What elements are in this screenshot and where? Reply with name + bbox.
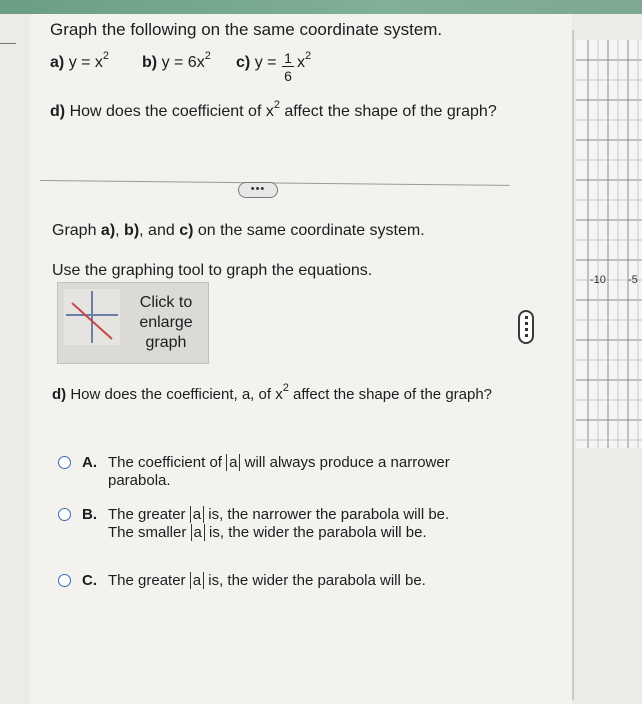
expand-more-button[interactable]: ••• — [238, 182, 278, 198]
equations-row: a) $y = x^2$ b) $y = 6x^2$ c) y = 1 6 $x^2$ — [50, 50, 312, 84]
option-b[interactable]: B. The greater a is, the narrower the parabola will be. The smaller a is, the wider the parabola will be. — [58, 506, 478, 562]
equation-a: a) $y = x^2$ — [50, 50, 110, 71]
question-d: d) How does the coefficient of $x^2$ affect the shape of the graph? — [50, 99, 497, 120]
graph-thumbnail-icon — [64, 289, 120, 345]
enlarge-graph-button[interactable] — [57, 282, 209, 364]
instruction-line-1: Graph a), b), and c) on the same coordinate system. — [52, 222, 425, 239]
option-c-radio[interactable] — [58, 574, 71, 587]
part-d-question: d) How does the coefficient, a, of $x^2$ affect the shape of the graph? — [52, 382, 493, 403]
side-graph-grid[interactable] — [576, 40, 642, 448]
side-graph-tick-label-2: -5 — [628, 274, 638, 286]
panel-divider — [572, 30, 574, 700]
side-graph-tick-label: -10 — [590, 274, 606, 286]
option-b-radio[interactable] — [58, 508, 71, 521]
equation-b: b) $y = 6x^2$ — [142, 50, 211, 71]
option-a-radio[interactable] — [58, 456, 71, 469]
left-edge-tick — [0, 43, 16, 44]
panel-resize-handle[interactable] — [518, 310, 534, 344]
question-title: Graph the following on the same coordinate system. — [50, 20, 443, 39]
enlarge-graph-label: Click to enlarge graph — [139, 294, 193, 351]
instruction-line-2: Use the graphing tool to graph the equations. — [52, 262, 373, 279]
option-a[interactable]: A. The coefficient of a will always produce a narrower parabola. — [58, 454, 478, 498]
equation-c: c) y = — [236, 54, 277, 71]
top-header-strip — [0, 0, 642, 14]
equation-c-x: $x^2$ — [297, 50, 312, 71]
option-c[interactable]: C. The greater a is, the wider the parabola will be. — [58, 572, 478, 596]
